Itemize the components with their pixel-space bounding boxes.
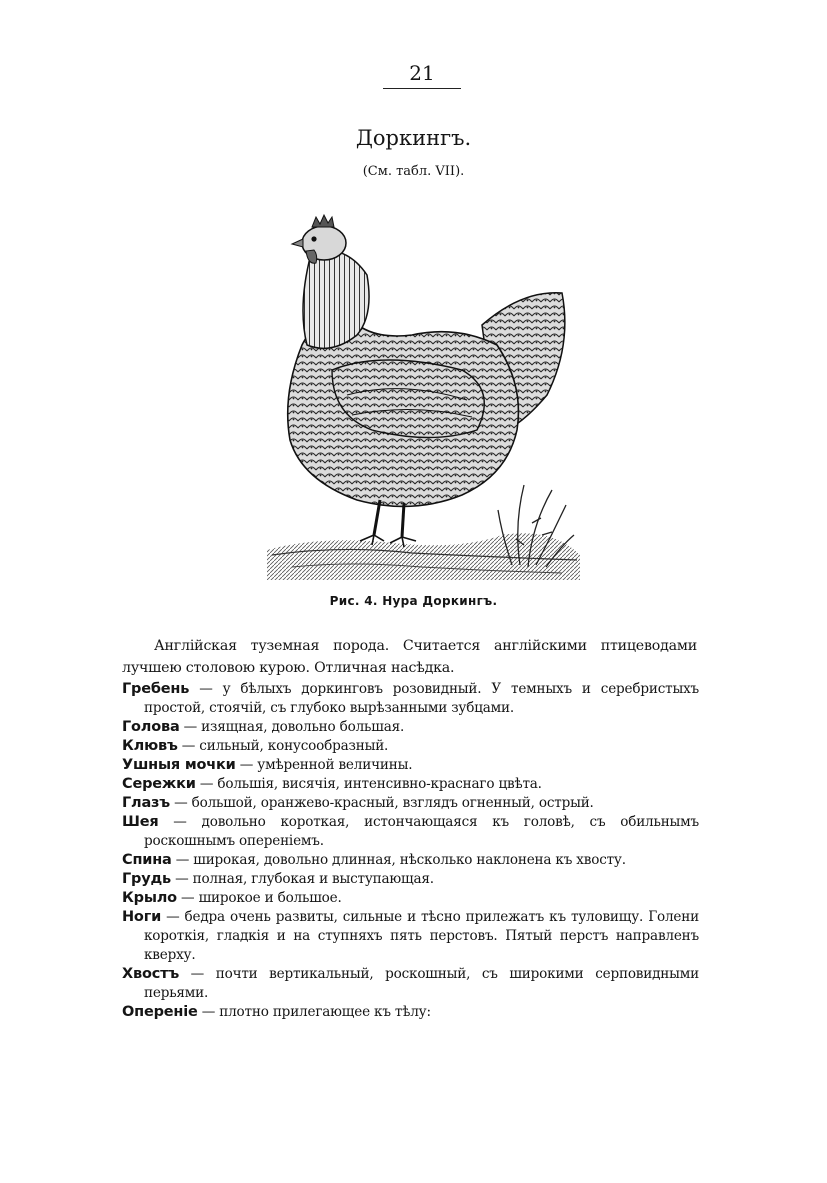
table-reference: (См. табл. VII). xyxy=(362,164,465,179)
entry-term: Грудь xyxy=(122,871,171,887)
entry-eye xyxy=(122,794,699,813)
entry-term: Ушныя мочки xyxy=(122,757,236,773)
dorking-hen-illustration xyxy=(262,205,582,585)
entry-text: — у бѣлыхъ доркинговъ розовидный. У темныхъ и серебристыхъ простой, стоячій, съ глубоко вырѣзанными зубцами. xyxy=(144,681,699,716)
intro-paragraph: Англійская туземная порода. Считается англійскими птицеводами лучшею столовою курою. Отличная насѣдка. xyxy=(122,638,697,676)
entry-text: — сильный, конусообразный. xyxy=(177,738,389,754)
entry-wattles xyxy=(122,775,699,794)
entry-term: Крыло xyxy=(122,890,177,906)
entry-wing xyxy=(122,889,699,908)
entry-text: — большой, оранжево-красный, взглядъ огненный, острый. xyxy=(169,795,594,811)
entry-ear-lobes xyxy=(122,756,699,775)
hen-engraving xyxy=(262,205,582,585)
entry-term: Голова xyxy=(122,719,180,735)
page-number: 21 xyxy=(383,60,461,89)
entry-text: — широкое и большое. xyxy=(176,890,342,906)
entry-legs xyxy=(122,908,699,965)
entry-text: — почти вертикальный, роскошный, съ широкими серповидными перьями. xyxy=(144,966,699,1001)
entry-term: Шея xyxy=(122,814,159,830)
entry-term: Гребень xyxy=(122,681,190,697)
entry-text: — довольно короткая, истончающаяся къ головѣ, съ обильнымъ роскошнымъ опереніемъ. xyxy=(144,814,699,849)
entry-comb xyxy=(122,680,699,718)
entry-head xyxy=(122,718,699,737)
entry-term: Глазъ xyxy=(122,795,170,811)
entry-text: — бедра очень развиты, сильные и тѣсно прилежатъ къ туловищу. Голени короткія, гладкія и на ступняхъ пять перстовъ. Пятый перстъ направленъ кверху. xyxy=(144,909,699,963)
entry-term: Клювъ xyxy=(122,738,178,754)
entry-term: Хвостъ xyxy=(122,966,180,982)
entry-breast xyxy=(122,870,699,889)
entry-beak xyxy=(122,737,699,756)
entry-neck xyxy=(122,813,699,851)
entry-back xyxy=(122,851,699,870)
entry-text: — умѣренной величины. xyxy=(235,757,413,773)
entry-text: — широкая, довольно длинная, нѣсколько наклонена къ хвосту. xyxy=(171,852,626,868)
figure-caption: Рис. 4. Нура Доркингъ. xyxy=(329,594,498,608)
breed-description-list xyxy=(122,680,699,1022)
entry-tail xyxy=(122,965,699,1003)
entry-term: Сережки xyxy=(122,776,196,792)
entry-text: — большія, висячія, интенсивно-краснаго цвѣта. xyxy=(195,776,542,792)
entry-text: — изящная, довольно большая. xyxy=(179,719,405,735)
entry-plumage xyxy=(122,1003,699,1022)
entry-term: Спина xyxy=(122,852,172,868)
entry-term: Опереніе xyxy=(122,1004,198,1020)
entry-text: — полная, глубокая и выступающая. xyxy=(170,871,434,887)
entry-term: Ноги xyxy=(122,909,162,925)
entry-text: — плотно прилегающее къ тѣлу: xyxy=(197,1004,431,1020)
page-title: Доркингъ. xyxy=(355,126,472,150)
